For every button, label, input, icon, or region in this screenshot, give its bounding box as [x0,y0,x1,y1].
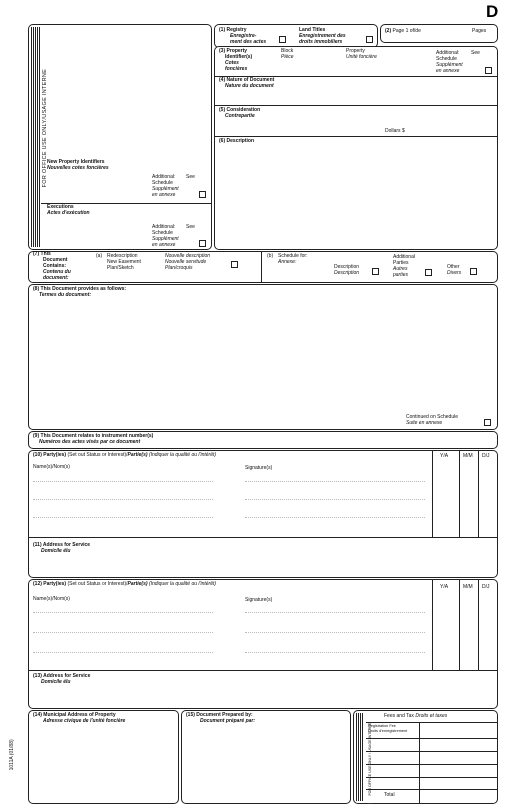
sig-line [245,652,425,653]
form-code: 1011A (01/88) [9,739,16,771]
contains-l2: Document [43,257,68,263]
additional-schedule-checkbox-1[interactable] [199,191,206,198]
sig-line [245,612,425,613]
continued-on-schedule: Continued on Schedule [406,414,458,420]
nature-en: Nature of Document [226,77,275,83]
additional-2-l5: en annexe [152,242,176,248]
nouvelle-description: Nouvelle description [165,253,211,259]
other-checkbox[interactable] [470,268,477,275]
additional-2-l2: See [186,224,195,230]
parties-10-title-fr: Partie(s) [127,452,148,458]
fees-side-label: FOR OFFICE USE ONLY / USAGE INTERNE [368,715,372,803]
fees-row-line [366,777,497,778]
sig-line [33,632,213,633]
sig-line [245,632,425,633]
parties-10-box [28,450,498,578]
parties-12-col2 [459,580,460,670]
prepared-by-box [181,710,351,804]
dollars-label: Dollars $ [385,128,405,134]
parties-10-num: (10) [33,452,42,458]
fees-row-line [366,722,497,723]
parties-10-indiquer: (Indiquer la qualité ou l'intérêt) [148,452,217,458]
provides-en: This Document provides as follows: [40,286,127,292]
parties-10-col2 [459,451,460,537]
additional-1-l1: Additional: [152,174,176,180]
additional-schedule-checkbox-2[interactable] [199,240,206,247]
parties-12-num: (12) [33,581,42,587]
nature-num: (4) [219,77,226,83]
additional-2-l1: Additional: [152,224,176,230]
parties-10-col3 [478,451,479,537]
additional-parties-l3: Autres [393,266,408,272]
form-letter: D [486,2,499,21]
prepared-en: Document Prepared by: [196,712,253,718]
redescription-checkbox[interactable] [231,261,238,268]
provides-num: (8) [33,286,40,292]
property-add4: Supplément [436,62,463,68]
block-fr: Pièce [281,54,294,60]
property-add2: See [471,50,480,56]
executions-fr: Actes d'exécution [47,210,90,216]
fees-total: Total [384,792,395,798]
contains-l3: Contains: [43,263,67,269]
additional-parties-l4: parties [393,272,409,278]
registry-fr2: ment des actes [230,39,267,45]
parties-10-col1 [432,451,433,537]
property-num: (3) [219,48,226,54]
parties-12-signatures: Signature(s) [245,597,273,603]
address-13-fr: Domicile élu [41,679,71,685]
divers-label: Divers [447,270,462,276]
new-property-identifiers-fr: Nouvelles cotes foncières [47,165,109,171]
contains-l1: This [40,251,51,257]
sig-line [33,652,213,653]
fees-box [353,710,498,804]
property-en2: Identifier(s) [225,54,253,60]
plan-sketch: Plan/Sketch [107,265,134,271]
address-11-en: Address for Service [42,542,91,548]
land-titles-checkbox[interactable] [366,36,373,43]
other-label: Other [447,264,460,270]
divider-10-11 [29,537,497,538]
registry-box [214,24,378,48]
address-13-num: (13) [33,673,42,679]
contains-l5: document: [43,275,69,281]
additional-1-l2: See [186,174,195,180]
relates-en: This Document relates to instrument number(s) [40,433,154,439]
page-of-box [380,24,498,43]
property-additional-checkbox[interactable] [485,67,492,74]
page-of-num: (2) [385,28,392,34]
parties-12-set-out: (Set out Status or Interest)/ [67,581,128,587]
nature-fr: Nature du document [225,83,274,89]
parties-10-mm: M/M [463,453,473,459]
sig-line [245,499,425,500]
property-fr2: foncières [225,66,248,72]
land-titles-en: Land Titles [299,27,326,33]
fees-reg-1: Registration Fee [368,724,396,728]
registry-en: Registry [226,27,247,33]
sig-line [33,481,213,482]
consideration-en: Consideration [226,107,261,113]
parties-10-dj: D/J [482,453,490,459]
parties-12-mm: M/M [463,584,473,590]
description-num: (6) [219,138,226,144]
new-property-identifiers-en: New Property Identifiers [47,159,105,165]
fees-row-line [366,764,497,765]
office-use-vertical-label: FOR OFFICE USE ONLY/USAGE INTERNE [42,28,48,228]
plan-croquis: Plan/croquis [165,265,193,271]
parties-10-set-out: (Set out Status or Interest)/ [67,452,128,458]
additional-1-l3: Schedule [152,180,173,186]
property-en: Property [226,48,248,54]
annexe-label: Annexe: [278,259,297,265]
property-fr: Cotes [225,60,239,66]
continued-checkbox[interactable] [484,419,491,426]
provides-box [28,284,498,430]
contains-divider [261,252,262,282]
property-details-box [214,46,498,250]
municipal-en: Municipal Address of Property [43,712,116,718]
sig-line [245,481,425,482]
schedule-description-en: Description [334,264,360,270]
parties-12-indiquer: (Indiquer la qualité ou l'intérêt) [148,581,217,587]
land-titles-fr2: droits immobiliers [299,39,343,45]
consideration-num: (5) [219,107,226,113]
registry-fr1: Enregistre- [230,33,257,39]
fees-row-line [366,751,497,752]
parties-12-ya: Y/A [440,584,449,590]
prepared-num: (15) [186,712,195,718]
divider-5-6 [215,136,497,137]
sig-line [245,517,425,518]
fees-stripe [356,713,364,801]
parties-12-col1 [432,580,433,670]
contains-l4: Contenu du [43,269,71,275]
fees-title-fr: Droits et taxes [415,713,448,719]
additional-2-l4: Supplément [152,236,179,242]
fees-reg-2: Droits d'enregistrement [368,729,408,733]
parties-10-title-en: Party(ies) [43,452,67,458]
parties-10-ya: Y/A [440,453,449,459]
contains-num: (7) [33,251,40,257]
page-of-text: Page 1 of/de [392,28,421,34]
sig-line [33,517,213,518]
property-fr-label: Unité foncière [346,54,377,60]
parties-10-signatures: Signature(s) [245,465,273,471]
additional-1-l5: en annexe [152,192,176,198]
property-label: Property [346,48,365,54]
parties-12-box [28,579,498,709]
divider-4-5 [215,105,497,106]
address-11-fr: Domicile élu [41,548,71,554]
parties-12-title-fr: Partie(s) [127,581,148,587]
block-label: Block [281,48,294,54]
fees-row-line [366,738,497,739]
property-add5: en annexe [436,68,460,74]
fees-title-en: Fees and Tax [384,713,414,719]
nouvelle-servitude: Nouvelle servitude [165,259,207,265]
redescription: Redescription [107,253,138,259]
parties-12-dj: D/J [482,584,490,590]
prepared-fr: Document préparé par: [200,718,256,724]
schedule-description-checkbox[interactable] [372,268,379,275]
contains-a-label: (a) [96,253,103,259]
consideration-fr: Contrepartie [225,113,255,119]
registry-num: (1) [219,27,226,33]
executions-en: Executions [47,204,74,210]
registry-checkbox[interactable] [279,36,286,43]
schedule-for: Schedule for: [278,253,308,259]
municipal-num: (14) [33,712,42,718]
contains-box [28,251,498,283]
property-add3: Schedule [436,56,457,62]
address-11-num: (11) [33,542,42,548]
additional-parties-l1: Additional [393,254,415,260]
provides-fr: Termes du document: [39,292,92,298]
divider-12-13 [29,670,497,671]
suite-en-annexe: Suite en annexe [406,420,443,426]
land-titles-fr1: Enregistrement des [299,33,346,39]
sig-line [33,499,213,500]
office-use-stripe [31,27,41,247]
schedule-description-fr: Description [334,270,360,276]
parties-10-names: Name(s)/Nom(s) [33,464,70,470]
page-of-pages: Pages [472,28,487,34]
contains-b-label: (b) [267,253,274,259]
office-use-box [28,24,212,250]
fees-col [419,722,420,803]
additional-1-l4: Supplément [152,186,179,192]
parties-12-names: Name(s)/Nom(s) [33,596,70,602]
municipal-address-box [28,710,179,804]
address-13-en: Address for Service [43,673,91,679]
relates-fr: Numéros des actes visés par ce document [39,439,141,445]
fees-row-line [366,789,497,790]
new-easement: New Easement [107,259,141,265]
relates-box [28,431,498,449]
relates-num: (9) [33,433,40,439]
parties-12-title-en: Party(ies) [43,581,67,587]
municipal-fr: Adresse civique de l'unité foncière [43,718,126,724]
parties-12-col3 [478,580,479,670]
additional-2-l3: Schedule [152,230,173,236]
additional-parties-l2: Parties [393,260,409,266]
description-en: Description [226,138,255,144]
property-add1: Additional: [436,50,460,56]
additional-parties-checkbox[interactable] [425,269,432,276]
sig-line [33,612,213,613]
